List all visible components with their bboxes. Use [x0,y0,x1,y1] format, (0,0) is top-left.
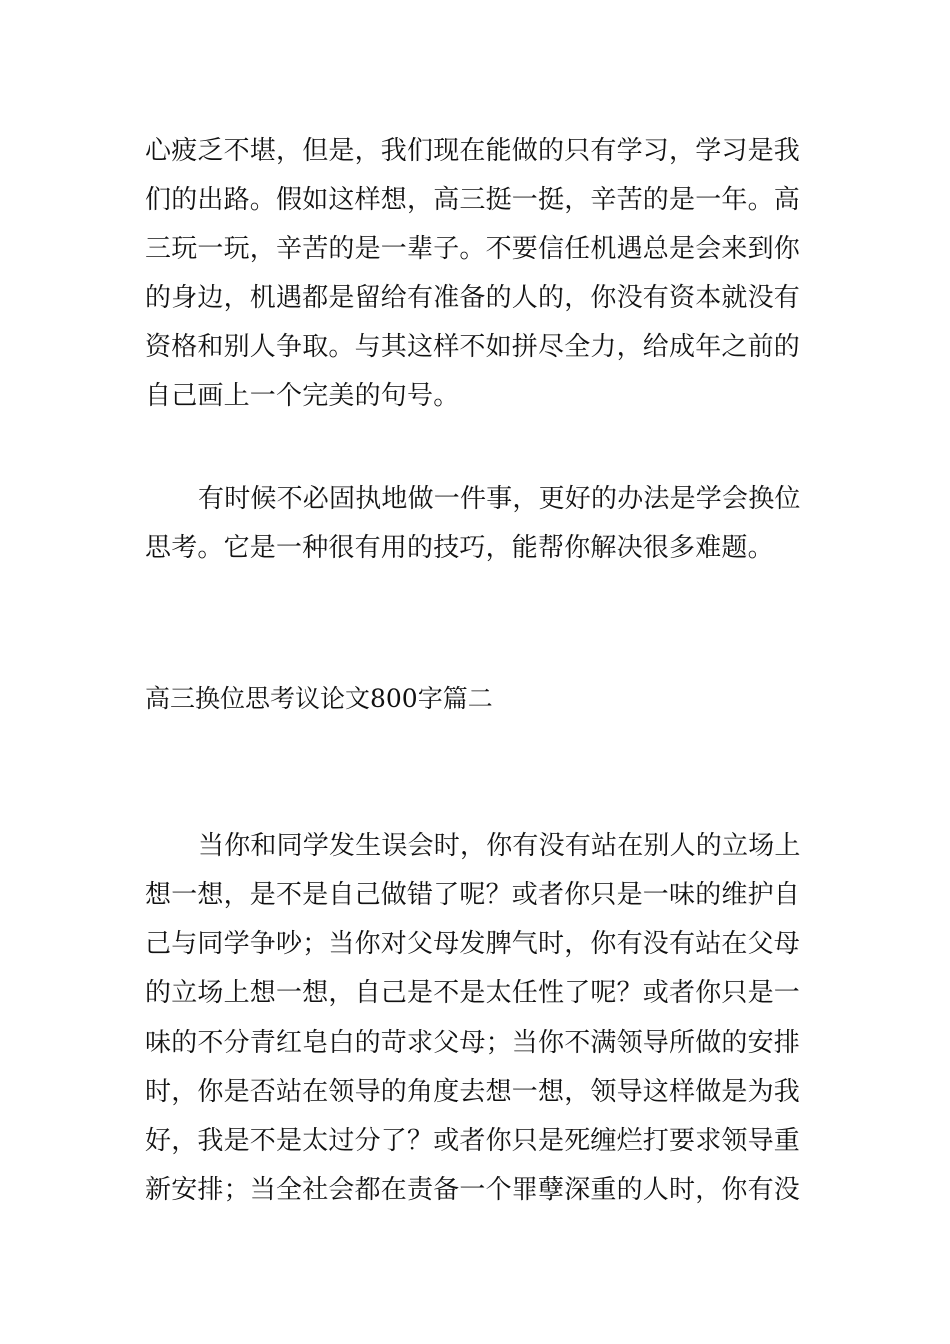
text-line: 有时候不必固执地做一件事，更好的办法是学会换位 [198,484,801,514]
text-line: 心疲乏不堪，但是，我们现在能做的只有学习，学习是我 [145,136,801,166]
text-line: 想一想，是不是自己做错了呢？或者你只是一味的维护自 [145,880,801,910]
text-line: 的身边，机遇都是留给有准备的人的，你没有资本就没有 [145,283,801,313]
text-line: 当你和同学发生误会时，你有没有站在别人的立场上 [198,831,801,861]
section-heading: 高三换位思考议论文800字篇二 [145,684,493,713]
text-line: 自己画上一个完美的句号。 [145,381,460,411]
text-line: 味的不分青红皂白的苛求父母；当你不满领导所做的安排 [145,1028,801,1058]
text-line: 的立场上想一想，自己是不是太任性了呢？或者你只是一 [145,978,801,1008]
text-line: 资格和别人争取。与其这样不如拼尽全力，给成年之前的 [145,332,801,362]
text-line: 新安排；当全社会都在责备一个罪孽深重的人时，你有没 [145,1175,801,1205]
text-line: 思考。它是一种很有用的技巧，能帮你解决很多难题。 [145,533,774,563]
text-line: 己与同学争吵；当你对父母发脾气时，你有没有站在父母 [145,929,801,959]
text-line: 时，你是否站在领导的角度去想一想，领导这样做是为我 [145,1077,801,1107]
text-line: 三玩一玩，辛苦的是一辈子。不要信任机遇总是会来到你 [145,234,801,264]
text-line: 们的出路。假如这样想，高三挺一挺，辛苦的是一年。高 [145,185,801,215]
text-line: 好，我是不是太过分了？或者你只是死缠烂打要求领导重 [145,1126,801,1156]
